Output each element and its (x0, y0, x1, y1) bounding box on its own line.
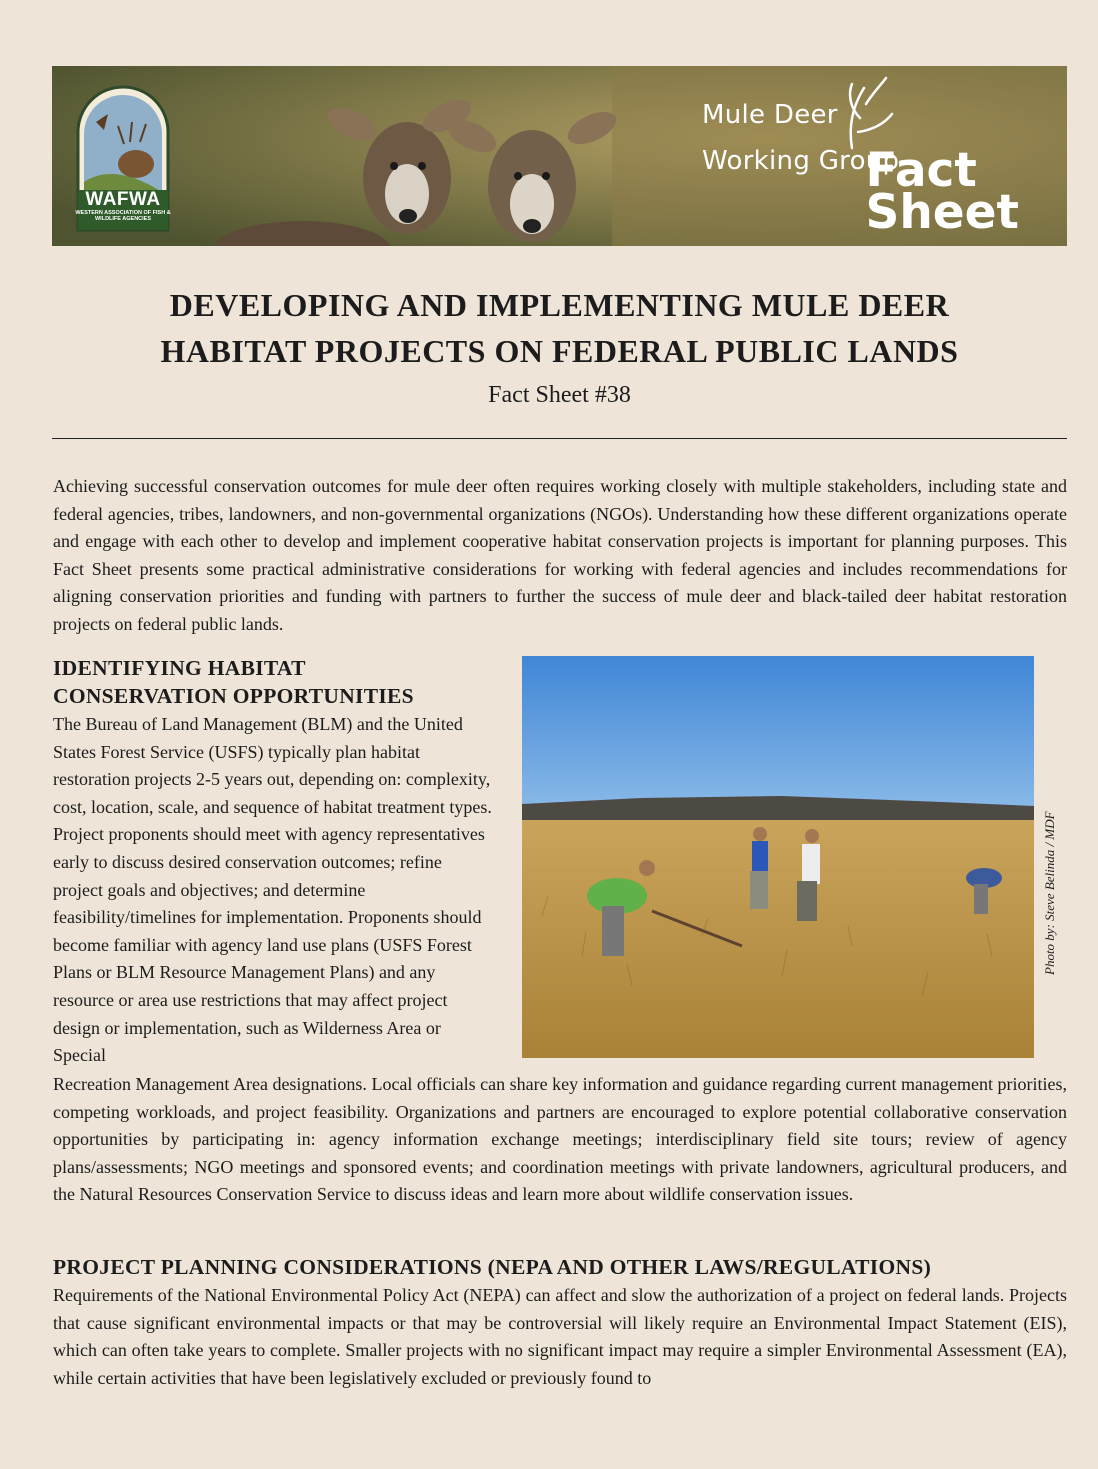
wafwa-full-name: WESTERN ASSOCIATION OF FISH & WILDLIFE AGENCIES (75, 210, 171, 222)
wafwa-wordmark (74, 190, 172, 222)
title-line2: HABITAT PROJECTS ON FEDERAL PUBLIC LANDS (160, 333, 959, 369)
group-name-line2: Working Group (702, 146, 900, 176)
project-planning-body: Requirements of the National Environmental Policy Act (NEPA) can affect and slow the authorization of a project on federal lands. Projects that cause significant environmental impacts or that may be controversial will likely require an Environmental Impact Statement (EIS), which can often take years to complete. Smaller projects with no significant impact may require a simpler Environmental Assessment (EA), while certain activities that have been legislatively excluded or previously found to (53, 1285, 1067, 1388)
fact-word: Fact (865, 143, 977, 198)
heading-line2: CONSERVATION OPPORTUNITIES (53, 684, 414, 708)
wafwa-short-name: WAFWA (85, 189, 161, 210)
section-heading-project-planning: PROJECT PLANNING CONSIDERATIONS (NEPA AND OTHER LAWS/REGULATIONS) (53, 1255, 932, 1279)
antler-icon (842, 74, 902, 154)
photo-credit: Photo by: Steve Belinda / MDF (1042, 811, 1057, 975)
title-divider (52, 438, 1067, 439)
field-crew-photo (522, 656, 1034, 1058)
page-title (52, 282, 1067, 374)
identifying-body-continued: Recreation Management Area designations. Local officials can share key information and guidance regarding current management priorities, competing workloads, and project feasibility. Organizations and partners are encouraged to explore potential collaborative conservation opportunities by participating in: agency information exchange meetings; interdisciplinary field site tours; review of agency plans/assessments; NGO meetings and sponsored events; and coordination meetings with private landowners, agricultural producers, and the Natural Resources Conservation Service to discuss ideas and learn more about wildlife conservation issues. (53, 1074, 1067, 1205)
title-line1: DEVELOPING AND IMPLEMENTING MULE DEER (169, 287, 950, 323)
grassland-scene (522, 656, 1034, 1058)
heading-line1: IDENTIFYING HABITAT (53, 656, 306, 680)
fact-sheet-number: Fact Sheet #38 (488, 382, 631, 408)
section-heading-identifying (53, 654, 414, 710)
fact-sheet-wordmark (865, 143, 1019, 240)
identifying-body-left: The Bureau of Land Management (BLM) and the United States Forest Service (USFS) typically plan habitat restoration projects 2-5 years out, depending on: complexity, cost, location, scale, and sequence of habitat treatment types. Project proponents should meet with agency representatives early to discuss desired conservation outcomes; refine project goals and objectives; and determine feasibility/timelines for implementation. Proponents should become familiar with agency land use plans (USFS Forest Plans or BLM Resource Management Plans) and any resource or area use restrictions that may affect project design or implementation, such as Wilderness Area or Special (53, 714, 492, 1066)
header-banner (52, 66, 1067, 246)
group-name-line1: Mule Deer (702, 100, 838, 130)
intro-paragraph: Achieving successful conservation outcomes for mule deer often requires working closely with multiple stakeholders, including state and federal agencies, tribes, landowners, and non-governmental organizations (NGOs). Understanding how these different organizations operate and engage with each other to develop and implement cooperative habitat conservation projects is important for planning purposes. This Fact Sheet presents some practical administrative considerations for working with federal agencies and includes recommendations for aligning conservation priorities and funding with partners to further the success of mule deer and black-tailed deer habitat restoration projects on federal public lands. (53, 476, 1067, 634)
sheet-word: Sheet (865, 185, 1019, 240)
